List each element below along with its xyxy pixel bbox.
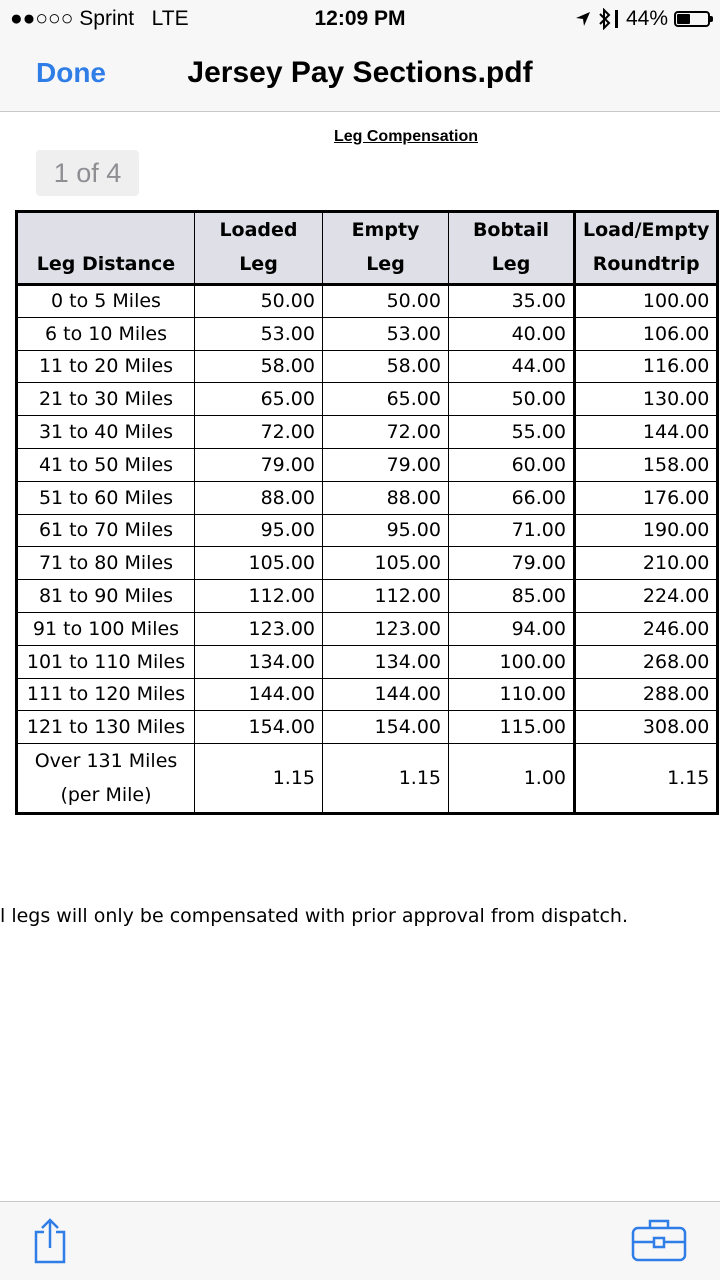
table-row: [17, 711, 718, 744]
rate-cell: 94.00: [449, 612, 575, 645]
battery-percent: 44%: [625, 7, 668, 30]
rate-cell: 65.00: [195, 383, 323, 416]
rate-cell: 134.00: [323, 645, 449, 678]
rate-cell: 112.00: [195, 580, 323, 613]
column-header-loaded-leg: Loaded Leg: [195, 212, 323, 285]
rate-cell: 1.00: [449, 744, 575, 814]
rate-cell: 190.00: [575, 514, 718, 547]
table-row: [17, 678, 718, 711]
rate-cell: 154.00: [195, 711, 323, 744]
table-row: [17, 383, 718, 416]
column-header-bobtail-leg: Bobtail Leg: [449, 212, 575, 285]
rate-cell: 100.00: [575, 285, 718, 318]
leg-distance-cell: 111 to 120 Miles: [17, 678, 195, 711]
leg-distance-cell: 51 to 60 Miles: [17, 481, 195, 514]
leg-distance-cell: 41 to 50 Miles: [17, 448, 195, 481]
table-row: [17, 285, 718, 318]
rate-cell: 79.00: [195, 448, 323, 481]
rate-cell: 72.00: [323, 416, 449, 449]
rate-cell: 144.00: [575, 416, 718, 449]
table-row: [17, 416, 718, 449]
rate-cell: 88.00: [195, 481, 323, 514]
rate-cell: 44.00: [449, 350, 575, 383]
rate-cell: 53.00: [195, 317, 323, 350]
column-header-leg-distance: Leg Distance: [17, 212, 195, 285]
rate-cell: 115.00: [449, 711, 575, 744]
rate-cell: 308.00: [575, 711, 718, 744]
rate-cell: 58.00: [195, 350, 323, 383]
rate-cell: 210.00: [575, 547, 718, 580]
bluetooth-battery-icon: [615, 10, 618, 28]
rate-cell: 95.00: [323, 514, 449, 547]
document-title: Jersey Pay Sections.pdf: [187, 56, 533, 89]
table-row: [17, 612, 718, 645]
rate-cell: 40.00: [449, 317, 575, 350]
column-header-roundtrip-line2: Roundtrip: [592, 253, 700, 275]
signal-strength-icon: ●●○○○: [10, 7, 74, 30]
rate-cell: 130.00: [575, 383, 718, 416]
rate-cell: 116.00: [575, 350, 718, 383]
rate-cell: 144.00: [195, 678, 323, 711]
status-bar: [0, 0, 720, 38]
rate-cell: 112.00: [323, 580, 449, 613]
leg-distance-cell: 101 to 110 Miles: [17, 645, 195, 678]
battery-level: [677, 14, 690, 24]
rate-cell: 50.00: [323, 285, 449, 318]
column-header-roundtrip: [575, 212, 718, 285]
rate-cell: 246.00: [575, 612, 718, 645]
rate-cell: 50.00: [195, 285, 323, 318]
rate-cell: 154.00: [323, 711, 449, 744]
leg-distance-cell: 21 to 30 Miles: [17, 383, 195, 416]
leg-distance-cell: 6 to 10 Miles: [17, 317, 195, 350]
rate-cell: 35.00: [449, 285, 575, 318]
table-row: [17, 481, 718, 514]
table-row: [17, 645, 718, 678]
rate-cell: 72.00: [195, 416, 323, 449]
table-row-over-131: [17, 744, 718, 814]
leg-distance-cell: 11 to 20 Miles: [17, 350, 195, 383]
navigation-bar: [0, 38, 720, 112]
rate-cell: 58.00: [323, 350, 449, 383]
leg-distance-cell: 121 to 130 Miles: [17, 711, 195, 744]
rate-cell: 85.00: [449, 580, 575, 613]
document-heading: Leg Compensation: [333, 128, 478, 145]
done-button[interactable]: Done: [36, 57, 106, 88]
table-row: [17, 448, 718, 481]
rate-cell: 79.00: [449, 547, 575, 580]
table-row: [17, 514, 718, 547]
location-arrow-icon: [575, 11, 591, 27]
rate-cell: 176.00: [575, 481, 718, 514]
rate-cell: 105.00: [195, 547, 323, 580]
rate-cell: 55.00: [449, 416, 575, 449]
rate-cell: 106.00: [575, 317, 718, 350]
leg-distance-cell: 61 to 70 Miles: [17, 514, 195, 547]
network-type: LTE: [151, 7, 189, 30]
rate-cell: 95.00: [195, 514, 323, 547]
rate-cell: 53.00: [323, 317, 449, 350]
rate-cell: 65.00: [323, 383, 449, 416]
leg-distance-line1: Over 131 Miles: [34, 750, 178, 773]
table-body: [17, 285, 718, 814]
page-indicator: 1 of 4: [36, 150, 139, 196]
table-row: [17, 350, 718, 383]
rate-cell: 71.00: [449, 514, 575, 547]
leg-distance-line2: (per Mile): [60, 784, 152, 807]
leg-distance-cell: 31 to 40 Miles: [17, 416, 195, 449]
rate-cell: 110.00: [449, 678, 575, 711]
rate-cell: 288.00: [575, 678, 718, 711]
rate-cell: 224.00: [575, 580, 718, 613]
rate-cell: 60.00: [449, 448, 575, 481]
rate-cell: 1.15: [195, 744, 323, 814]
toolbox-icon[interactable]: [630, 1216, 688, 1262]
column-header-empty-leg: Empty Leg: [323, 212, 449, 285]
leg-distance-cell: 71 to 80 Miles: [17, 547, 195, 580]
bluetooth-icon: [597, 8, 613, 30]
approval-note: l legs will only be compensated with prior approval from dispatch.: [0, 905, 629, 927]
table-row: [17, 580, 718, 613]
table-header-row: [17, 212, 718, 285]
rate-cell: 158.00: [575, 448, 718, 481]
rate-cell: 66.00: [449, 481, 575, 514]
bottom-toolbar: [0, 1201, 720, 1280]
clock: 12:09 PM: [314, 7, 406, 30]
rate-cell: 50.00: [449, 383, 575, 416]
compensation-table: [15, 210, 719, 815]
rate-cell: 1.15: [323, 744, 449, 814]
leg-distance-cell: 0 to 5 Miles: [17, 285, 195, 318]
rate-cell: 123.00: [195, 612, 323, 645]
rate-cell: 268.00: [575, 645, 718, 678]
leg-distance-cell: 81 to 90 Miles: [17, 580, 195, 613]
rate-cell: 79.00: [323, 448, 449, 481]
rate-cell: 100.00: [449, 645, 575, 678]
rate-cell: 123.00: [323, 612, 449, 645]
rate-cell: 88.00: [323, 481, 449, 514]
rate-cell: 144.00: [323, 678, 449, 711]
status-right: [575, 7, 710, 31]
leg-distance-cell: 91 to 100 Miles: [17, 612, 195, 645]
leg-distance-cell: [17, 744, 195, 814]
battery-icon: [674, 11, 710, 27]
table-row: [17, 547, 718, 580]
rate-cell: 105.00: [323, 547, 449, 580]
rate-cell: 1.15: [575, 744, 718, 814]
carrier-name: Sprint: [79, 7, 135, 30]
share-icon[interactable]: [30, 1216, 70, 1264]
table-row: [17, 317, 718, 350]
column-header-roundtrip-line1: Load/Empty: [583, 219, 710, 241]
rate-cell: 134.00: [195, 645, 323, 678]
